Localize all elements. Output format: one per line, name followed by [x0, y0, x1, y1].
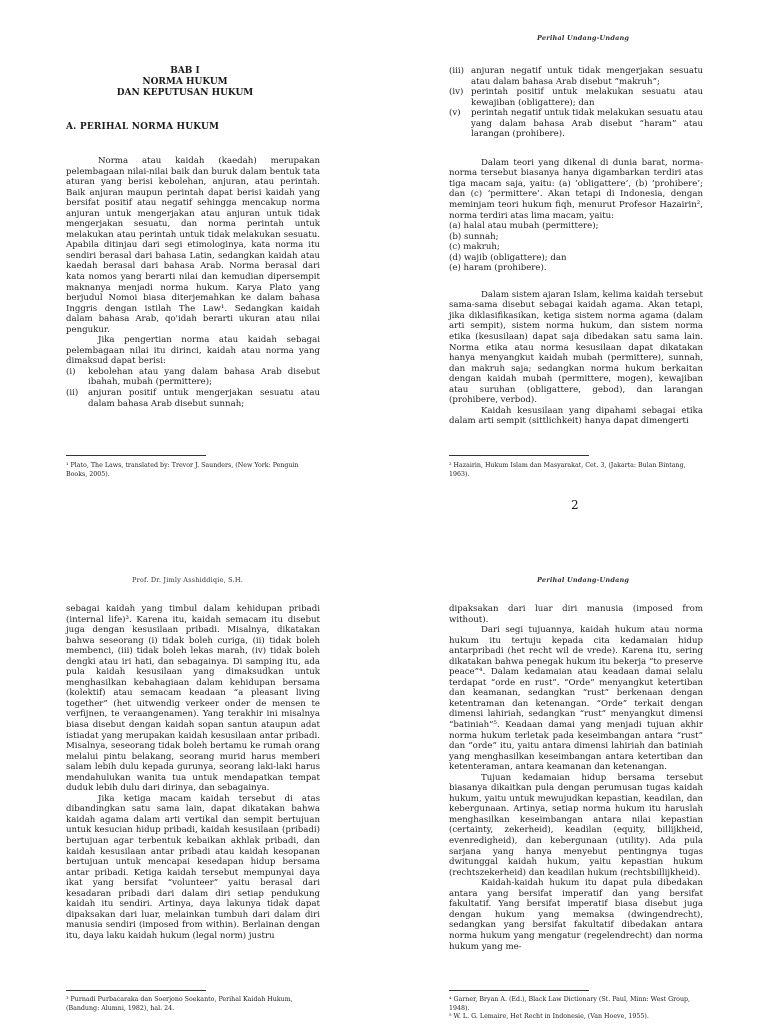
chapter-title-line-1: NORMA HUKUM [142, 77, 228, 87]
chapter-heading [110, 66, 260, 99]
list-item: (i) kebolehan atau yang dalam bahasa Arab disebut ibahah, mubah (permittere); [66, 366, 320, 388]
footnote-list [449, 996, 703, 1022]
list-item: (a) halal atau mubah (permittere); [449, 221, 599, 232]
footnote: ³ Purnadi Purbacaraka dan Soerjono Soekanto, Perihal Kaidah Hukum, (Bandung: Alumni, 1982), hal. 24. [66, 996, 293, 1012]
footnote-divider [449, 990, 589, 991]
chapter-title-line-2: DAN KEPUTUSAN HUKUM [116, 88, 254, 98]
footnote-divider [66, 990, 206, 991]
running-head: Perihal Undang-Undang [537, 576, 630, 584]
paragraph: Jika ketiga macam kaidah tersebut di atas dibandingkan satu sama lain, dapat dikatakan bahwa kaidah agama dalam arti vertikal dan sempit bertujuan untuk kesucian hidup pribadi, kaidah kesusilaan (pribadi) bertujuan agar terbentuk kebaikan akhlak pribadi, dan kaidah kesusilaan antar pribadi atau kaidah kesopanan bertujuan untuk mencapai kesedapan hidup bersama antar pribadi. Ketiga kaidah tersebut mempunyai daya ikat yang bersifat “volunteer” yaitu berasal dari kesadaran pribadi dari dalam diri setiap pendukung kaidah itu sendiri. Artinya, daya lakunya tidak dapat dipaksakan dari luar, melainkan tumbuh dari dalam diri manusia sendiri (imposed from within). Berlainan dengan itu, daya laku kaidah hukum (legal norm) justru [66, 793, 320, 941]
section-title: A. PERIHAL NORMA HUKUM [66, 122, 220, 132]
paragraph: Norma atau kaidah (kaedah) merupakan pelembagaan nilai-nilai baik dan buruk dalam bentuk tata aturan yang berisi kebolehan, anjuran, atau perintah. Baik anjuran maupun perintah dapat berisi kaidah yang bersifat positif atau negatif sehingga mencakup norma anjuran untuk mengerjakan atau anjuran untuk tidak mengerjakan sesuatu, dan norma perintah untuk melakukan atau perintah untuk tidak melakukan sesuatu. Apabila ditinjau dari segi etimologinya, kata norma itu sendiri berasal dari bahasa Latin, sedangkan kaidah atau kaedah berasal dari bahasa Arab. Norma berasal dari kata nomos yang berarti nilai dan kemudian dipersempit maknanya menjadi norma hukum. Karya Plato yang berjudul Nomoi biasa diterjemahkan ke dalam bahasa Inggris dengan istilah The Law¹. Sedangkan kaidah dalam bahasa Arab, qo'idah berarti ukuran atau nilai pengukur. [66, 156, 320, 335]
left-column [66, 604, 320, 942]
footnote: ⁵ W. L. G. Lemaire, Het Recht in Indonesie, (Van Hoeve, 1955). [449, 1013, 649, 1020]
footnote-divider [449, 455, 589, 456]
right-column [449, 604, 703, 952]
paragraph: Jika pengertian norma atau kaidah sebagai pelembagaan nilai itu dirinci, kaidah atau norma yang dimaksud dapat berisi: [66, 335, 320, 367]
running-head-author: Prof. Dr. Jimly Asshiddiqie, S.H. [132, 576, 243, 584]
running-head: Perihal Undang-Undang [537, 34, 630, 42]
list-item: (c) makruh; [449, 242, 500, 253]
footnote: ² Hazairin, Hukum Islam dan Masyarakat, Cet. 3, (Jakarta: Bulan Bintang, 1963). [449, 462, 686, 478]
bottom-page [0, 566, 768, 1024]
paragraph: Tujuan kedamaian hidup bersama tersebut biasanya dikaitkan pula dengan perumusan tugas kaidah hukum, yaitu untuk mewujudkan kepastian, keadilan, dan kebergunaan. Artinya, setiap norma hukum itu haruslah menghasilkan keseimbangan antara nilai kepastian (certainty, zekerheid), keadilan (equity, billijkheid, evenredigheid), dan kebergunaan (utility). Ada pula sarjana yang hanya menyebut pentingnya tugas dwitunggal kaidah hukum, yaitu kepastian hukum (rechtszekerheid) dan keadilan hukum (rechtsbillijkheid). [449, 772, 703, 878]
footnote: ⁴ Garner, Bryan A. (Ed.), Black Law Dictionary (St. Paul, Minn: West Group, 1948). [449, 996, 691, 1012]
list-item: (ii) anjuran positif untuk mengerjakan sesuatu atau dalam bahasa Arab disebut sunnah; [66, 388, 320, 409]
paragraph: Kaidah-kaidah hukum itu dapat pula dibedakan antara yang bersifat imperatif dan yang bersifat fakultatif. Yang bersifat imperatif biasa disebut juga dengan hukum yang memaksa (dwingendrecht), sedangkan yang bersifat fakultatif dibedakan antara norma hukum yang mengatur (regelendrecht) dan norma hukum yang me- [449, 878, 703, 952]
paragraph: Kaidah kesusilaan yang dipahami sebagai etika dalam arti sempit (sittlichkeit) hanya dapat dimengerti [449, 405, 703, 427]
paragraph: dipaksakan dari luar diri manusia (imposed from without). [449, 604, 703, 625]
list-item: (e) haram (prohibere). [449, 263, 547, 274]
left-column [66, 156, 320, 409]
right-column [449, 66, 703, 427]
list-item: (iv) perintah positif untuk melakukan sesuatu atau kewajiban (obligattere); dan [449, 87, 703, 108]
page-number: 2 [571, 498, 579, 512]
paragraph: sebagai kaidah yang timbul dalam kehidupan pribadi (internal life)³. Karena itu, kaidah semacam itu disebut juga dengan kesusilaan pribadi. Misalnya, dikatakan bahwa seseorang (i) tidak boleh curiga, (ii) tidak boleh membenci, (iii) tidak boleh lekas marah, (iv) tidak boleh dengki atau iri hati, dan sebagainya. Di samping itu, ada pula kaidah kesusilaan yang dimaksudkan untuk menghasilkan kebahagiaan dalam kehidupan bersama (kolektif) atau semacam keadaan “a pleasant living together” (het uitwendig verkeer onder de mensen te verfijnen, te veraangenamen). Yang terakhir ini misalnya biasa disebut dengan kaidah sopan santun ataupun adat istiadat yang merupakan kaidah kesusilaan antar pribadi. Misalnya, seseorang tidak boleh bertamu ke rumah orang melalui pintu belakang, seorang murid harus memberi salam lebih dulu kepada gurunya, seorang laki-laki harus mendahulukan wanita tua untuk mendapatkan tempat duduk lebih dulu dari dirinya, dan sebagainya. [66, 604, 320, 794]
footnote-divider [66, 455, 206, 456]
footnote: ¹ Plato, The Laws, translated by: Trevor J. Saunders, (New York: Penguin Books, 2005). [66, 462, 299, 478]
list-item: (v) perintah negatif untuk tidak melakukan sesuatu atau yang dalam bahasa Arab disebut “haram” atau larangan (prohibere). [449, 108, 703, 140]
paragraph: Dari segi tujuannya, kaidah hukum atau norma hukum itu tertuju kepada cita kedamaian hidup antarpribadi (het recht wil de vrede). Karena itu, sering dikatakan bahwa penegak hukum itu bekerja “to preserve peace”⁴. Dalam kedamaian atau keadaan damai selalu terdapat “orde en rust”. “Orde” menyangkut ketertiban dan keamanan, sedangkan “rust” berkenaan dengan ketentraman dan ketenangan. “Orde” terkait dengan dimensi lahiriah, sedangkan “rust” menyangkut dimensi “batiniah”⁵. Keadaan damai yang menjadi tujuan akhir norma hukum terletak pada keseimbangan antara “rust” dan “orde” itu, yaitu antara dimensi lahiriah dan batiniah yang menghasilkan keseimbangan antara ketertiban dan ketenteraman, antara keamanan dan ketenangan. [449, 625, 703, 773]
paragraph: Dalam sistem ajaran Islam, kelima kaidah tersebut sama-sama disebut sebagai kaidah agama. Akan tetapi, jika diklasifikasikan, ketiga sistem norma agama (dalam arti sempit), sistem norma hukum, dan sistem norma etika (kesusilaan) dapat saja dibedakan satu sama lain. Norma etika atau norma kesusilaan dapat dikatakan hanya menyangkut kaidah mubah (permittere), sunnah, dan makruh saja; sedangkan norma hukum berkaitan dengan kaidah mubah (permittere, mogen), kewajiban atau suruhan (obligattere, gebod), dan larangan (prohibere, verbod). [449, 289, 703, 406]
list-item: (iii) anjuran negatif untuk tidak mengerjakan sesuatu atau dalam bahasa Arab disebut “makruh”; [449, 66, 703, 87]
paragraph: Dalam teori yang dikenal di dunia barat, norma-norma tersebut biasanya hanya digambarkan terdiri atas tiga macam saja, yaitu: (a) ‘obligattere’, (b) ‘prohibere’; dan (c) ‘permittere’. Akan tetapi di Indonesia, dengan meminjam teori hukum fiqh, menurut Profesor Hazairin², norma terdiri atas lima macam, yaitu: [449, 157, 703, 221]
chapter-number: BAB I [170, 66, 200, 76]
list-item: (b) sunnah; [449, 231, 499, 242]
list-item: (d) wajib (obligattere); dan [449, 252, 567, 263]
